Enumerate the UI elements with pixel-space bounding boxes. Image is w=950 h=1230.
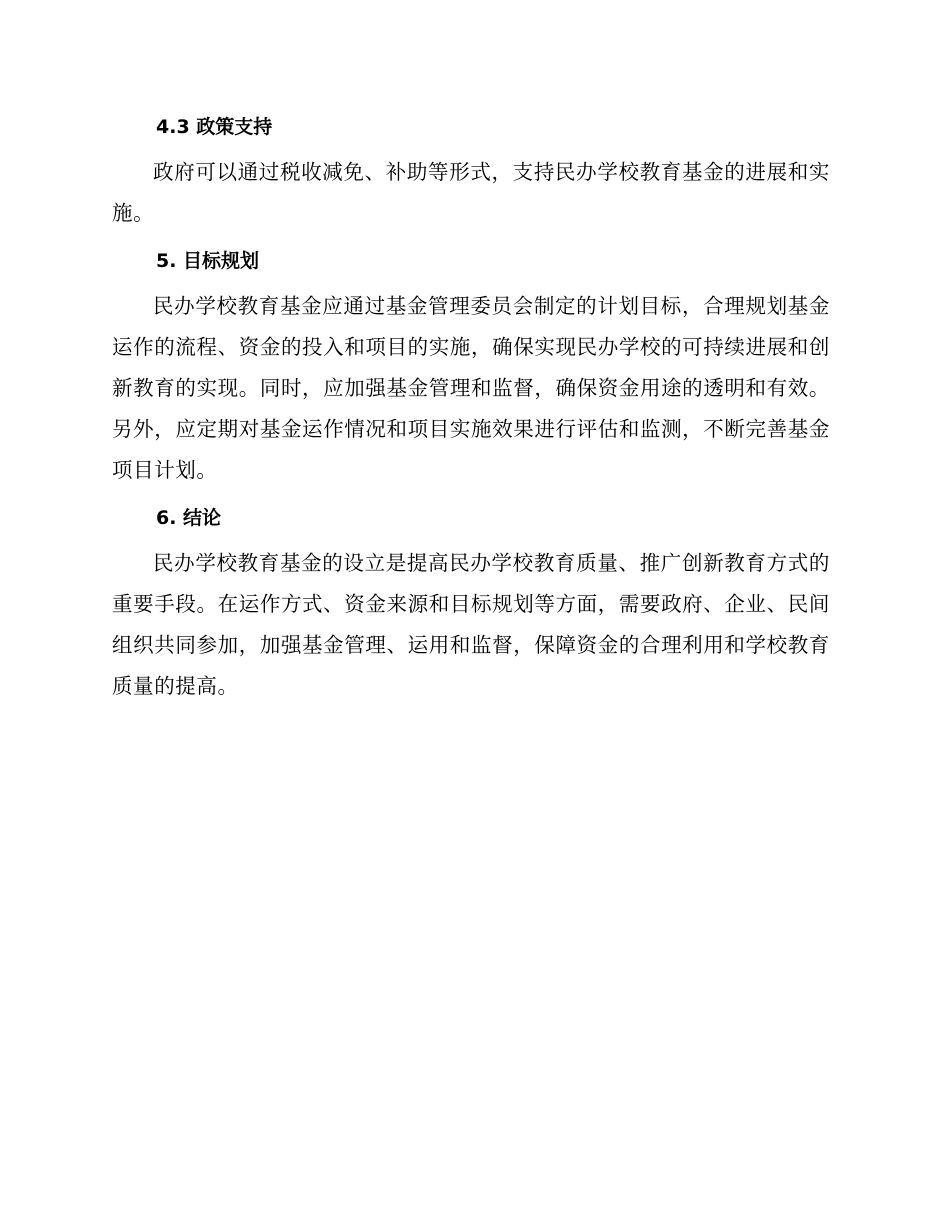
section-goal-planning: [112, 242, 830, 491]
section-heading: 4.3 政策支持: [156, 116, 273, 138]
document-body: [112, 108, 830, 715]
section-paragraph: 政府可以通过税收减免、补助等形式，支持民办学校教育基金的进展和实施。: [112, 160, 830, 225]
section-heading: 5. 目标规划: [156, 250, 260, 272]
section-heading: 6. 结论: [156, 507, 222, 529]
section-policy-support: [112, 108, 830, 234]
section-paragraph: 民办学校教育基金应通过基金管理委员会制定的计划目标，合理规划基金运作的流程、资金的投入和项目的实施，确保实现民办学校的可持续进展和创新教育的实现。同时，应加强基金管理和监督，确保资金用途的透明和有效。另外，应定期对基金运作情况和项目实施效果进行评估和监测，不断完善基金项目计划。: [112, 294, 830, 482]
section-conclusion: [112, 499, 830, 707]
section-paragraph: 民办学校教育基金的设立是提高民办学校教育质量、推广创新教育方式的重要手段。在运作方式、资金来源和目标规划等方面，需要政府、企业、民间组织共同参加，加强基金管理、运用和监督，保障资金的合理利用和学校教育质量的提高。: [112, 551, 830, 698]
